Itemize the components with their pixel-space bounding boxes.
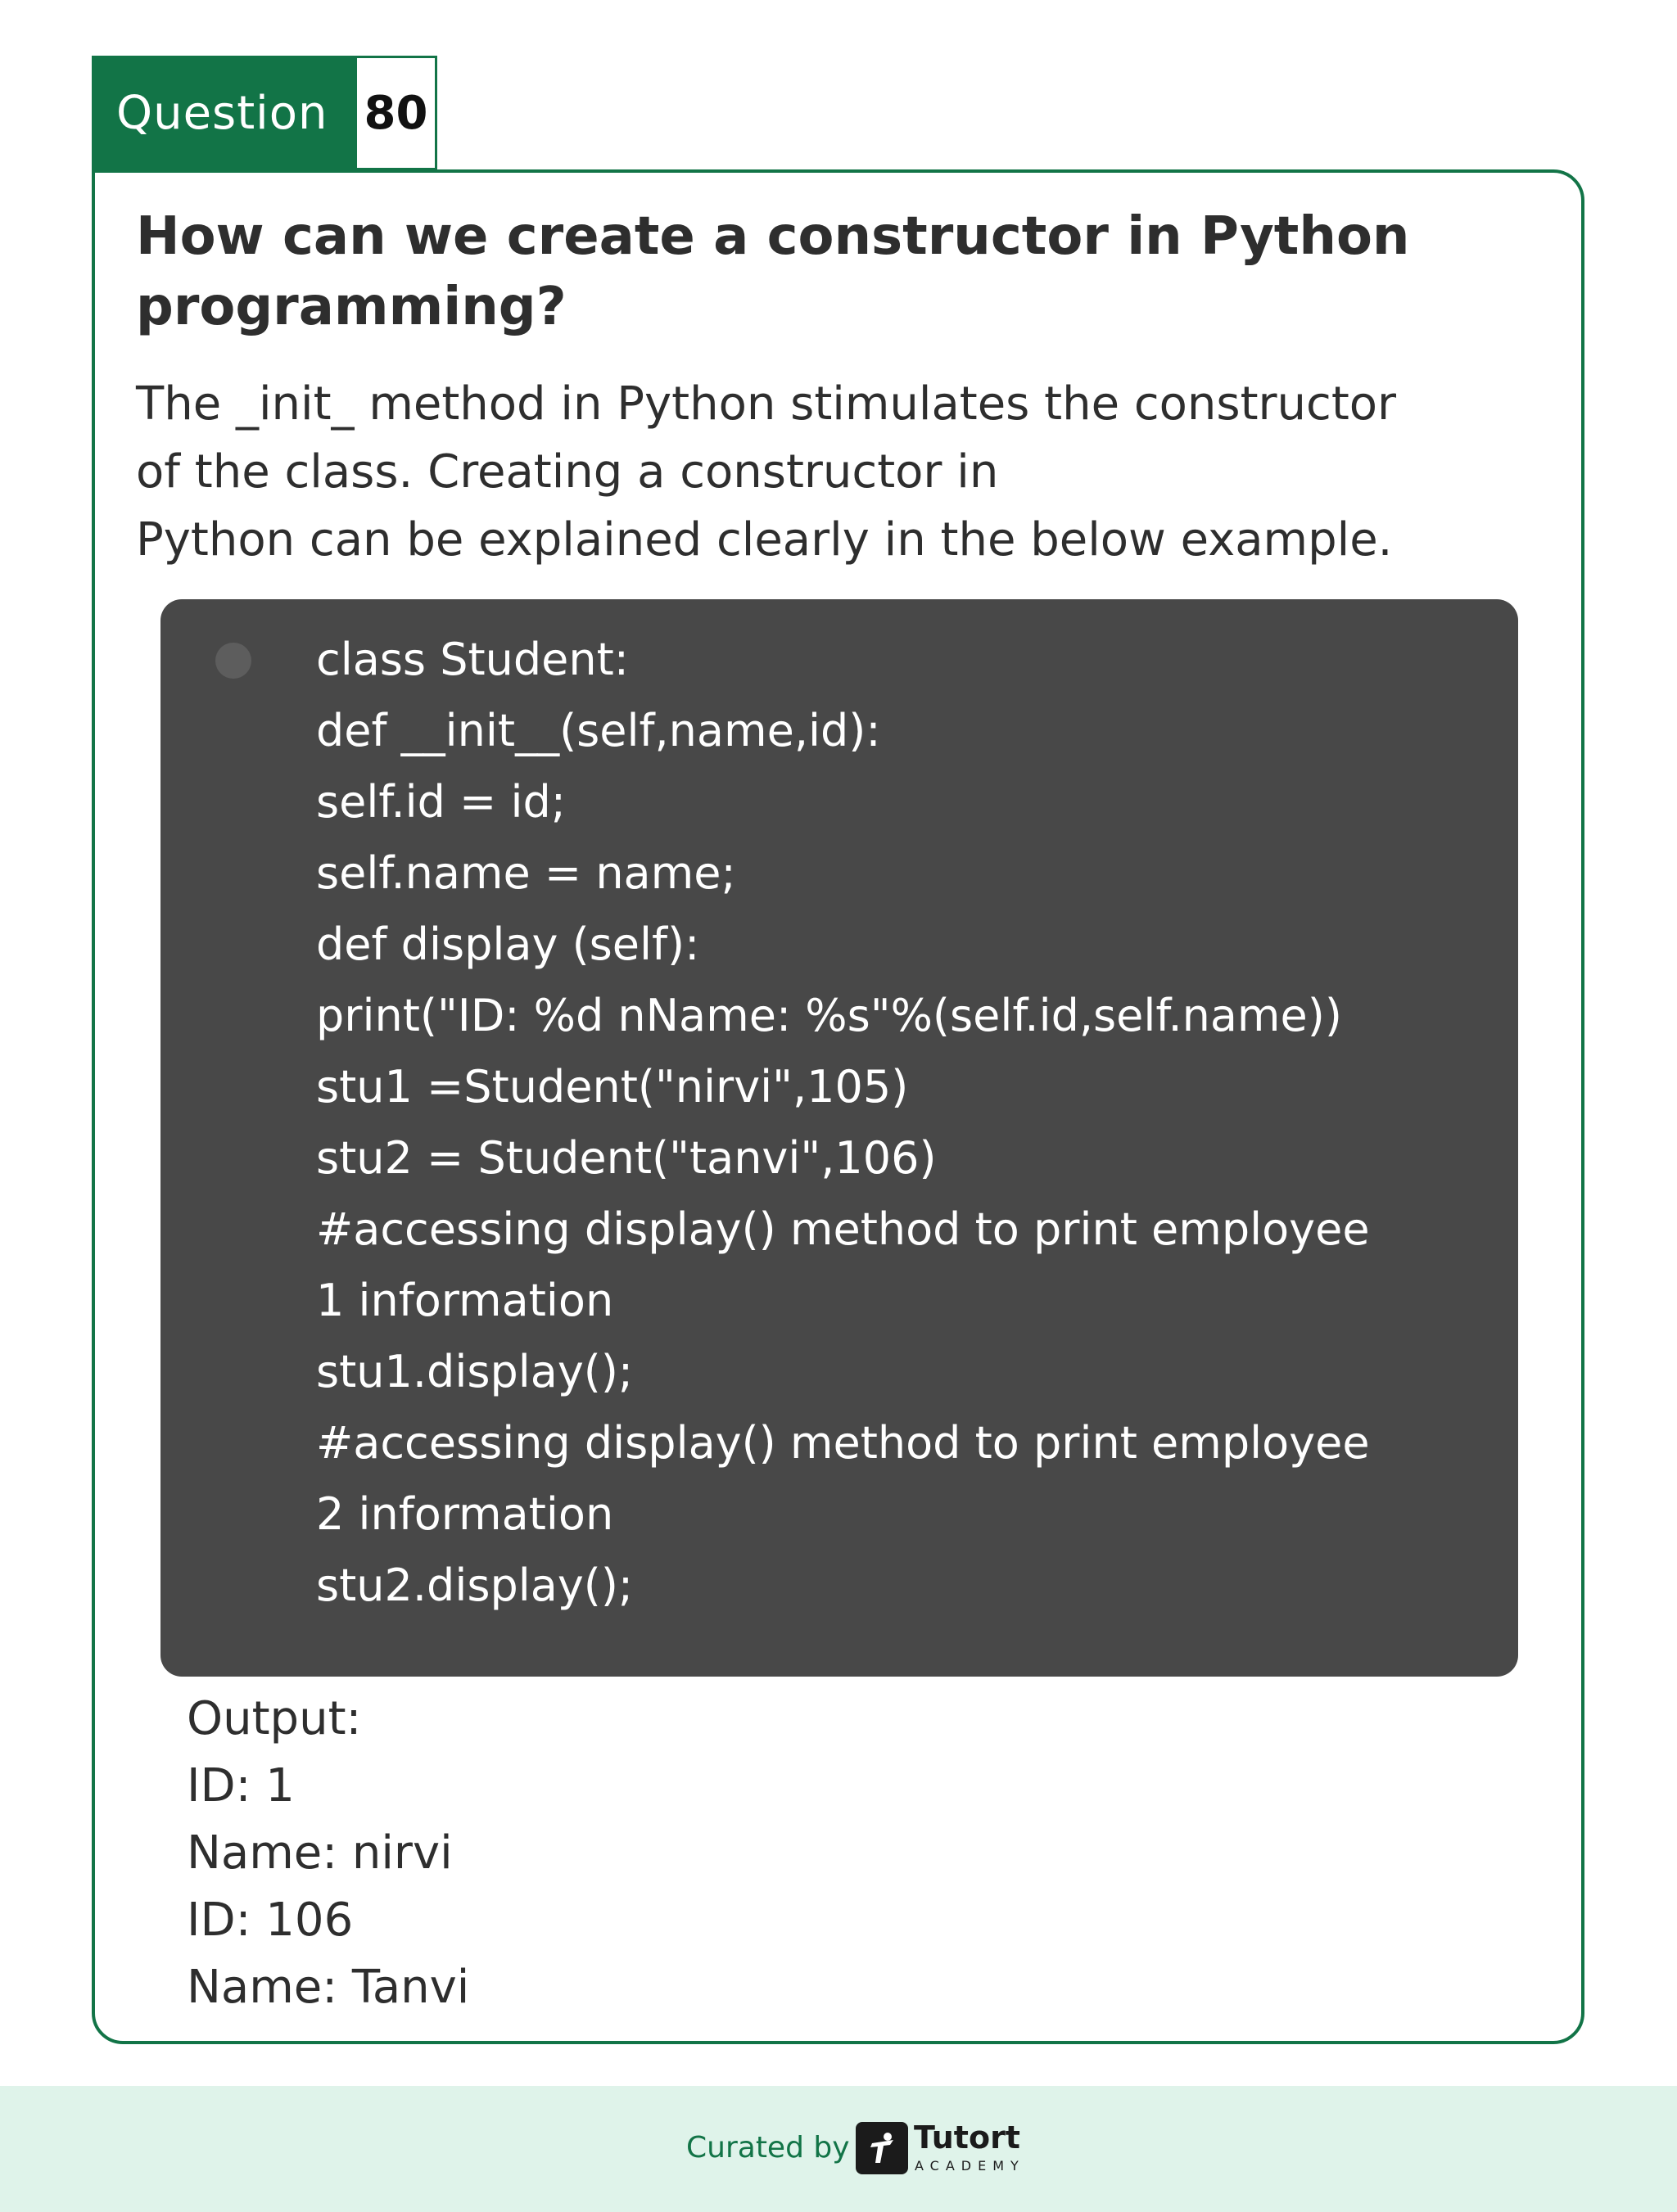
code-line: self.name = name; — [316, 847, 736, 899]
code-bullet-icon — [215, 643, 251, 679]
output-line: ID: 1 — [187, 1759, 295, 1812]
curated-by-label: Curated by — [686, 2131, 850, 2165]
code-line: 2 information — [316, 1488, 614, 1540]
code-line: print("ID: %d nName: %s"%(self.id,self.name)) — [316, 990, 1342, 1041]
question-number-badge: 80 — [355, 56, 437, 170]
tutort-logo-icon — [856, 2122, 908, 2174]
answer-line: of the class. Creating a constructor in — [136, 445, 999, 499]
code-line: self.id = id; — [316, 776, 566, 828]
brand-name: Tutort — [914, 2119, 1020, 2156]
output-line: Name: Tanvi — [187, 1961, 470, 2014]
code-line: stu1 =Student("nirvi",105) — [316, 1061, 909, 1113]
code-line: def display (self): — [316, 919, 700, 970]
code-line: #accessing display() method to print employee — [316, 1417, 1370, 1469]
code-line: stu1.display(); — [316, 1346, 634, 1397]
code-line: stu2 = Student("tanvi",106) — [316, 1132, 937, 1184]
output-section — [187, 1686, 469, 2021]
code-line: #accessing display() method to print employee — [316, 1203, 1370, 1255]
answer-line: The _init_ method in Python stimulates the constructor — [136, 377, 1397, 431]
tutort-figure-icon — [866, 2130, 898, 2166]
answer-line: Python can be explained clearly in the below example. — [136, 513, 1393, 567]
question-tab-label: Question — [92, 56, 355, 170]
answer-text — [136, 370, 1561, 574]
code-lines — [316, 624, 1370, 1621]
code-line: 1 information — [316, 1275, 614, 1326]
output-line: Name: nirvi — [187, 1826, 453, 1880]
code-line: class Student: — [316, 634, 629, 685]
question-title: How can we create a constructor in Python programming? — [136, 206, 1410, 337]
brand-subtitle: ACADEMY — [915, 2158, 1025, 2174]
output-line: ID: 106 — [187, 1894, 354, 1947]
output-heading: Output: — [187, 1692, 362, 1745]
code-line: def __init__(self,name,id): — [316, 705, 881, 756]
code-line: stu2.display(); — [316, 1560, 634, 1611]
